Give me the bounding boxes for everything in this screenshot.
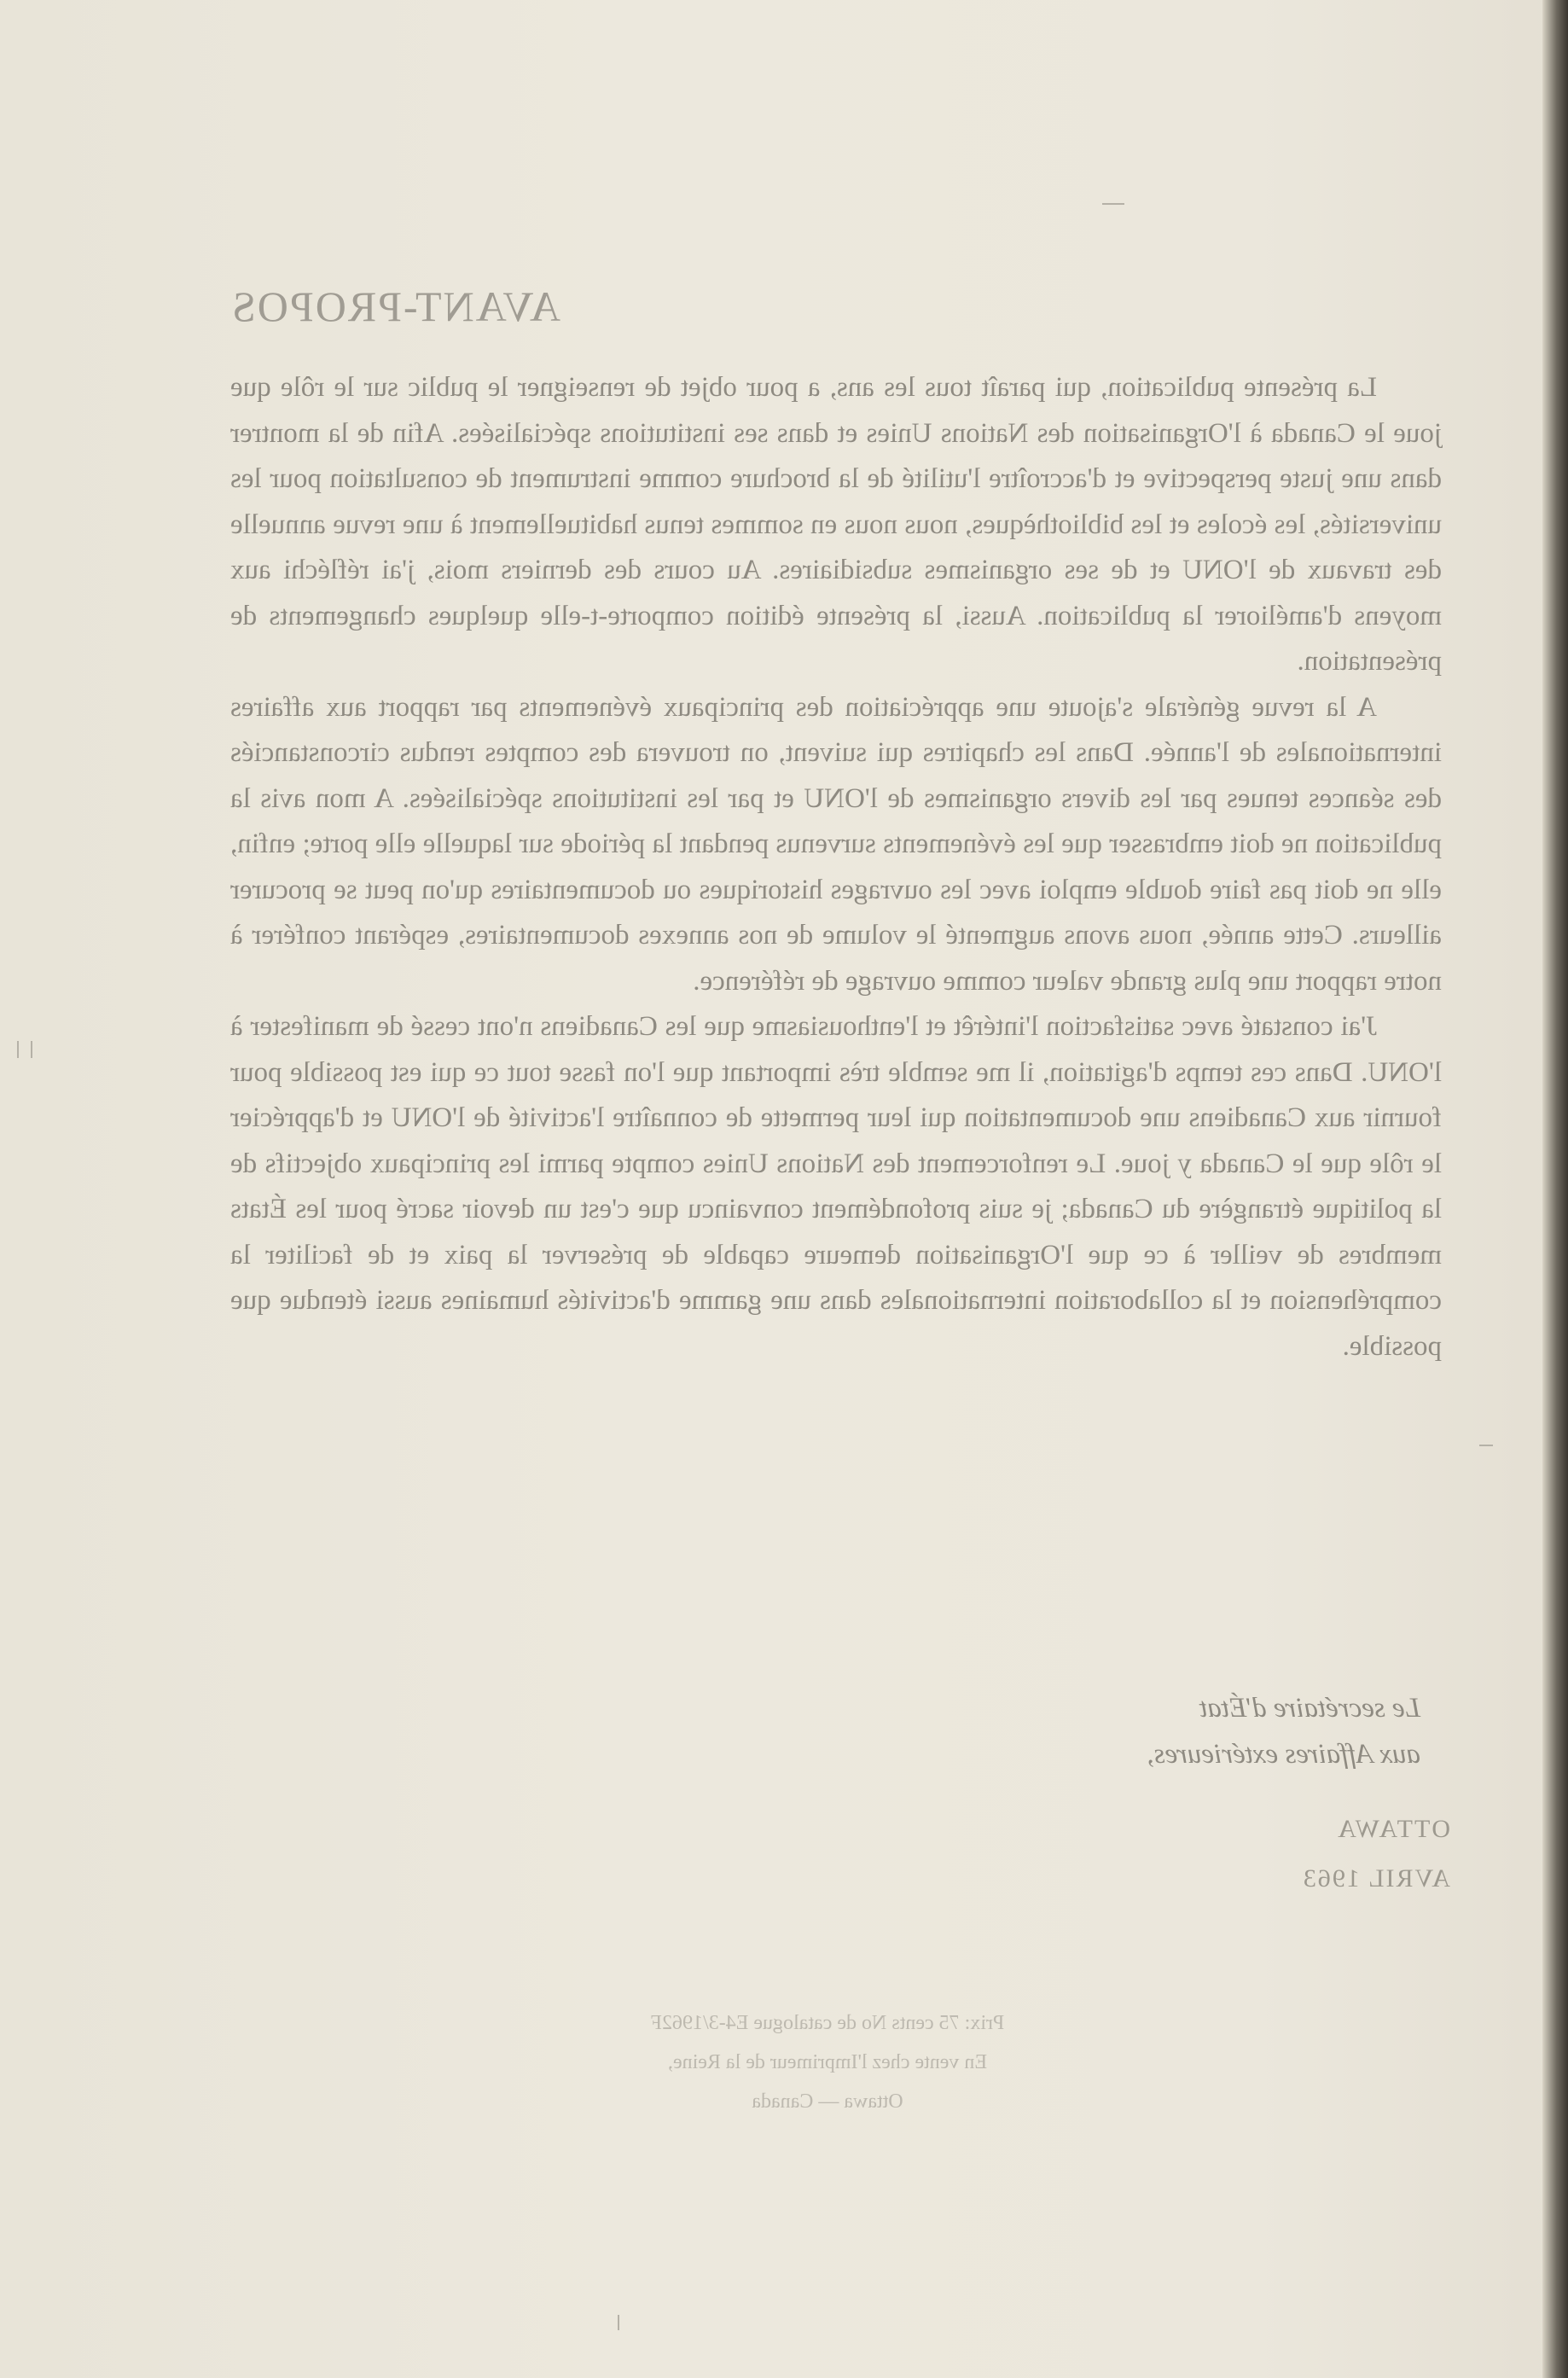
bleed-through-text-block — [230, 282, 1442, 1369]
margin-mark — [1479, 1445, 1493, 1446]
signature-department: aux Affaires extérieures, — [1147, 1739, 1420, 1770]
margin-mark — [31, 1041, 32, 1058]
dateline-place: OTTAWA — [1336, 1815, 1450, 1843]
dateline — [1169, 1805, 1450, 1904]
dateline-date: AVRIL 1963 — [1301, 1864, 1450, 1893]
signature-title: Le secrétaire d'État — [1199, 1693, 1420, 1724]
margin-mark — [1102, 203, 1124, 205]
footer-price-catalogue: Prix: 75 cents No de catalogue E4-3/1962F — [650, 2012, 1005, 2034]
margin-mark — [17, 1041, 19, 1058]
publication-footer — [503, 2003, 1152, 2121]
page-edge-shadow — [1542, 0, 1568, 2378]
paragraph-2: A la revue générale s'ajoute une appréciation des principaux événements par rapport aux affaires internationales de l'année. Dans les chapitres qui suivent, on trouvera des comptes rendus circonstanciés des séances tenues par les divers organismes de l'ONU et par les institutions spécialisées. A mon avis la publication ne doit embrasser que les événements survenus pendant la période sur laquelle elle porte; enfin, elle ne doit pas faire double emploi avec les ouvrages historiques ou documentaires qu'on peut se procurer ailleurs. Cette année, nous avons augmenté le volume de nos annexes documentaires, espérant conférer à notre rapport une plus grande valeur comme ouvrage de référence. — [230, 691, 1442, 997]
footer-location: Ottawa — Canada — [752, 2090, 903, 2113]
signature-block — [943, 1685, 1420, 1777]
paragraph-1: La présente publication, qui paraît tous les ans, a pour objet de renseigner le public sur le rôle que joue le Canada à l'Organisation des Nations Unies et dans ses institutions spécialisées. Afin de la montrer dans une juste perspective et d'accroître l'utilité de la brochure comme instrument de consultation pour les universités, les écoles et les bibliothèques, nous nous en sommes tenus habituellement à une revue annuelle des travaux de l'ONU et de ses organismes subsidiaires. Au cours des derniers mois, j'ai réfléchi aux moyens d'améliorer la publication. Aussi, la présente édition comporte-t-elle quelques changements de présentation. — [230, 372, 1442, 677]
footer-publisher: En vente chez l'Imprimeur de la Reine, — [667, 2051, 988, 2073]
page-title: AVANT-PROPOS — [230, 282, 561, 330]
margin-mark — [618, 2315, 619, 2330]
paragraph-3: J'ai constaté avec satisfaction l'intérêt et l'enthousiasme que les Canadiens n'ont cessé de manifester à l'ONU. Dans ces temps d'agitation, il me semble très important que l'on fasse tout ce qui est possible pour fournir aux Canadiens une documentation qui leur permette de connaître l'activité de l'ONU et d'apprécier le rôle que le Canada y joue. Le renforcement des Nations Unies compte parmi les principaux objectifs de la politique étrangère du Canada; je suis profondément convaincu que c'est un devoir sacré pour les États membres de veiller à ce que l'Organisation demeure capable de préserver la paix et de faciliter la compréhension et la collaboration internationales dans une gamme d'activités humaines aussi étendue que possible. — [230, 1011, 1442, 1362]
